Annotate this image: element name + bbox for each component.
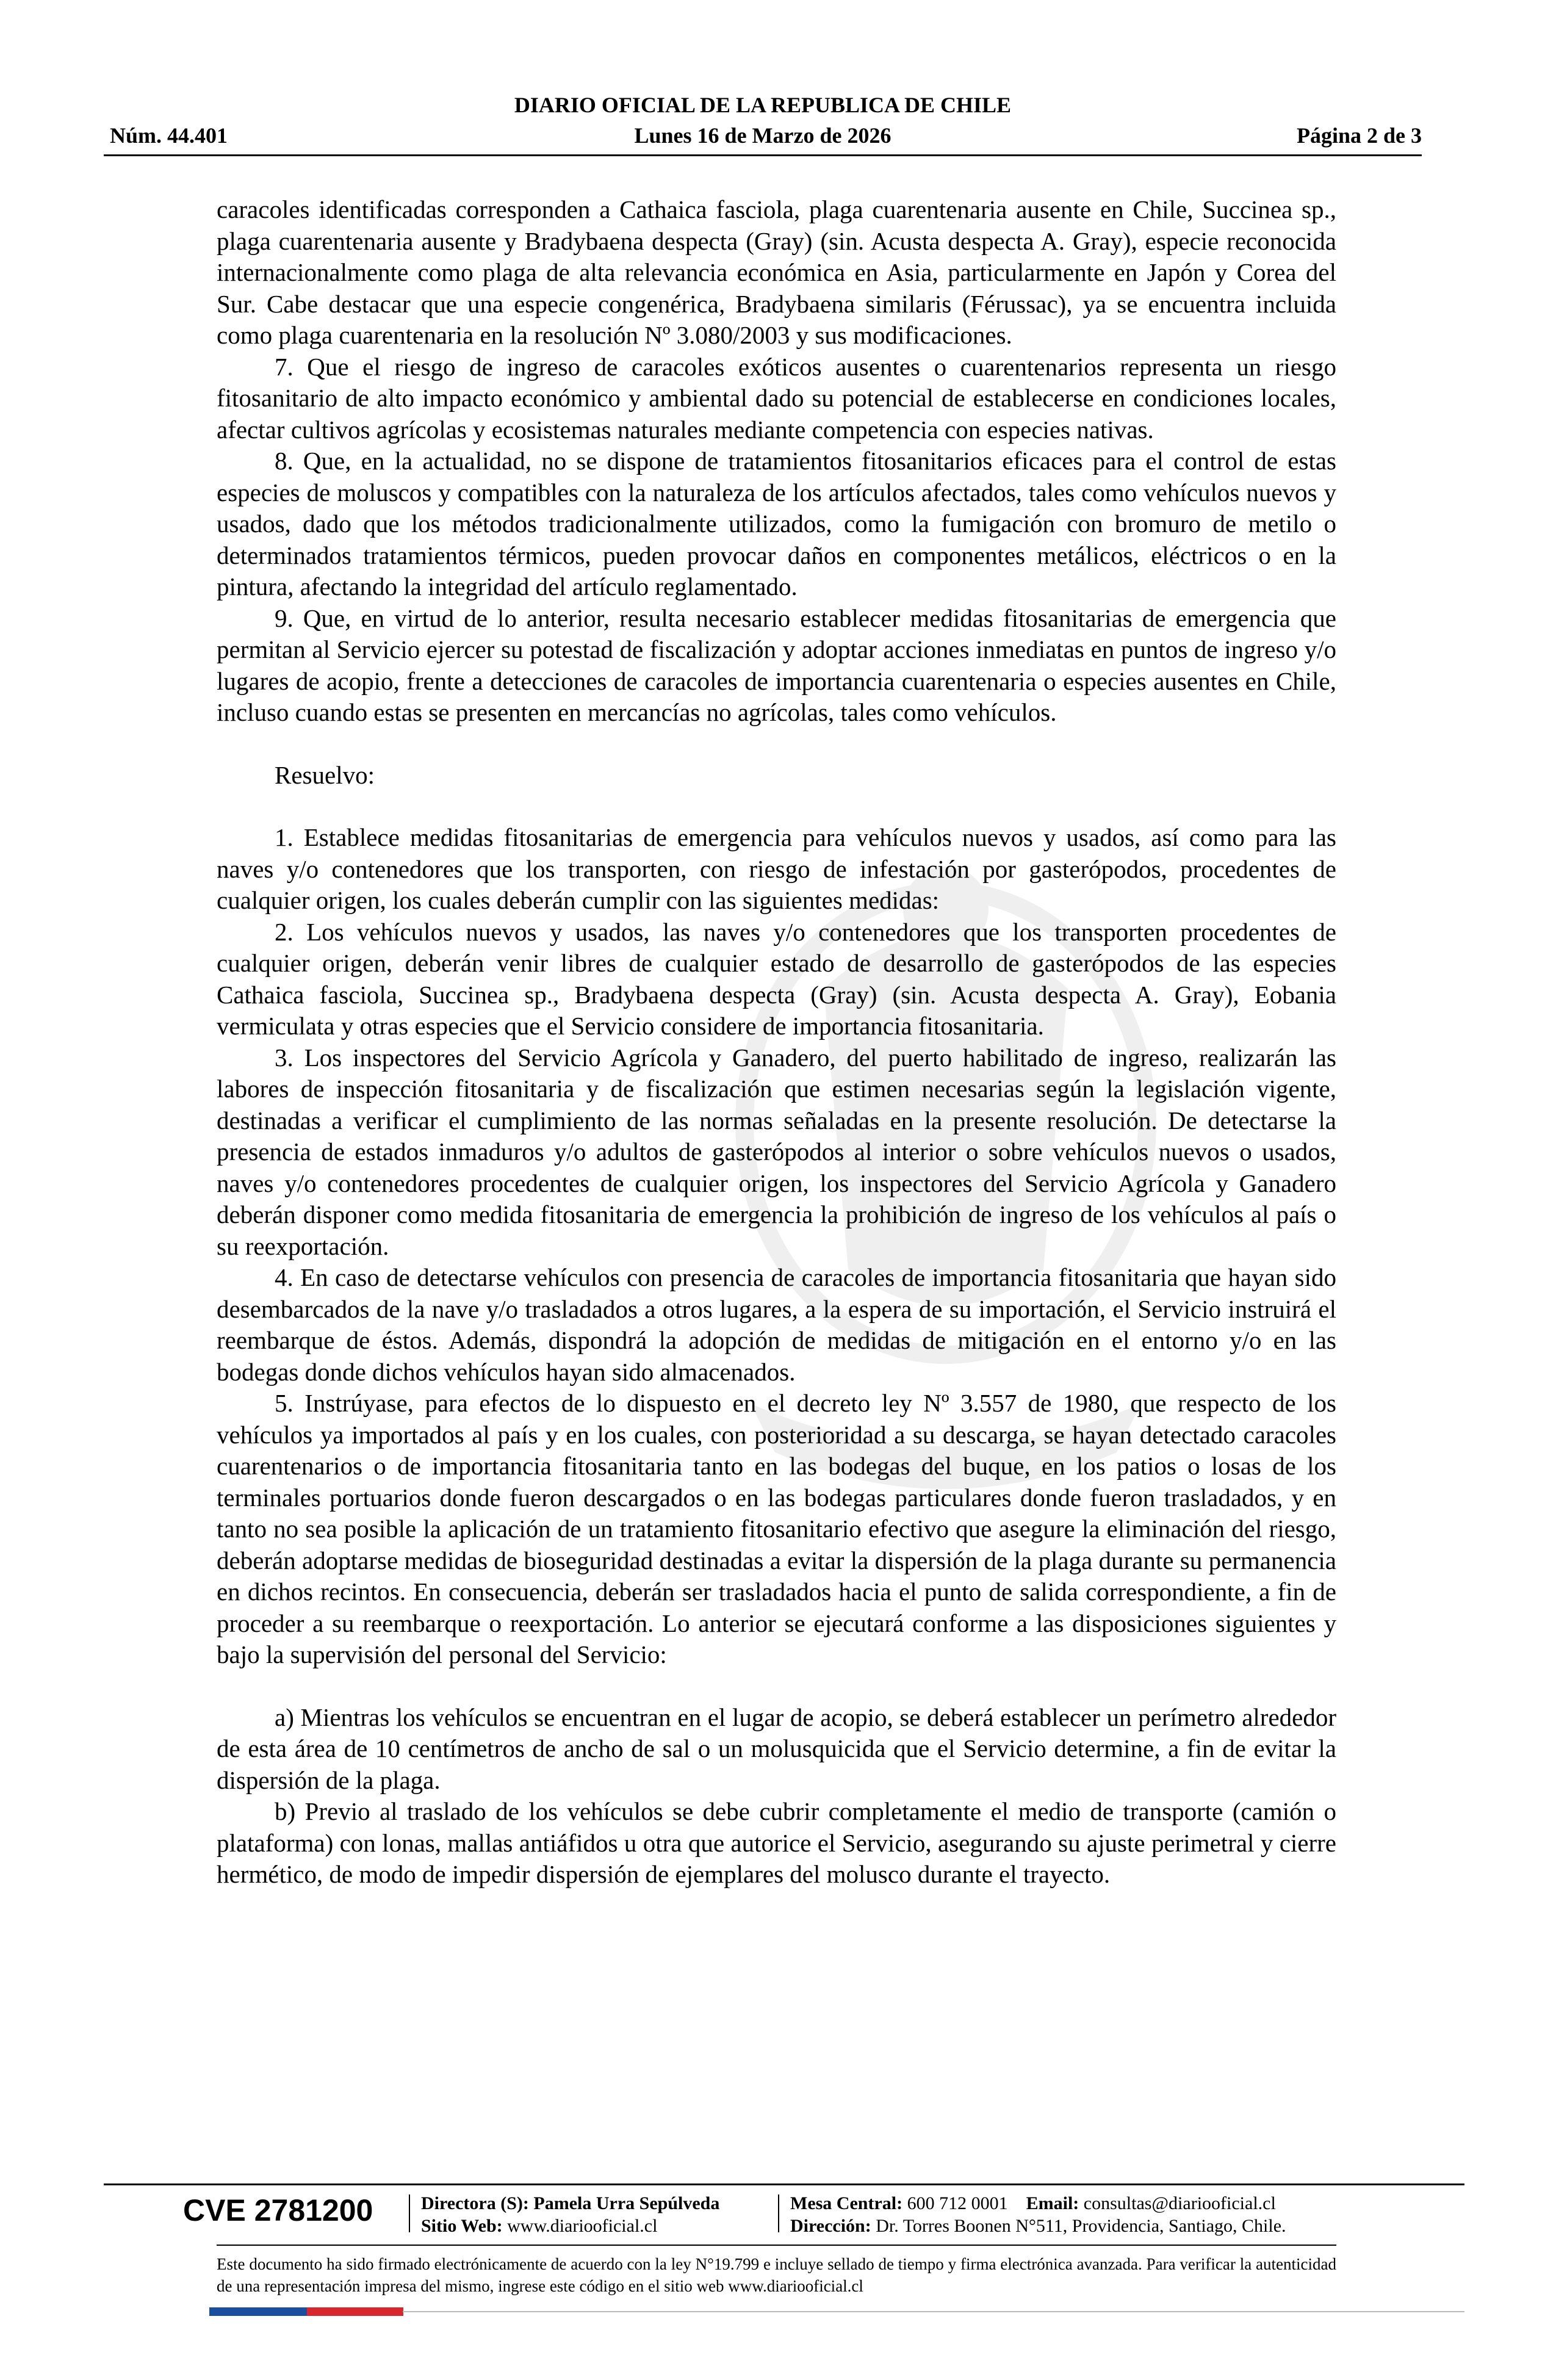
phone-number: 600 712 0001 [907,2193,1008,2213]
footer-divider-mid [217,2245,1336,2246]
paragraph-resolution-4: 4. En caso de detectarse vehículos con presencia de caracoles de importancia fitosanitaria que hayan sido desembarcados de la nave y/o trasladados a otros lugares, a la espera de su importación, el Servicio instruirá el reembarque de éstos. Además, dispondrá la adopción de medidas de mitigación en el entorno y/o en las bodegas donde dichos vehículos hayan sido almacenados. [217,1263,1336,1386]
flag-blue-segment [209,2307,307,2316]
email-link[interactable]: consultas@diariooficial.cl [1083,2193,1276,2213]
address-text: Dr. Torres Boonen N°511, Providencia, Santiago, Chile. [876,2216,1286,2236]
website-label: Sitio Web: [421,2216,503,2236]
issue-date: Lunes 16 de Marzo de 2026 [634,123,891,148]
paragraph-item-b: b) Previo al traslado de los vehículos se debe cubrir completamente el medio de transporte (camión o plataforma) con lonas, mallas antiáfidos u otra que autorice el Servicio, asegurando su ajuste perimetral y cierre hermético, de modo de impedir dispersión de ejemplares del molusco durante el trayecto. [217,1797,1336,1888]
paragraph-resolution-3: 3. Los inspectores del Servicio Agrícola y Ganadero, del puerto habilitado de ingreso, realizarán las labores de inspección fitosanitaria y de fiscalización que estimen necesarias según la legislación vigente, destinadas a verificar el cumplimiento de las normas señaladas en la presente resolución. De detectarse la presencia de estados inmaduros y/o adultos de gasterópodos al interior o sobre vehículos nuevos o usados, naves y/o contenedores procedentes de cualquier origen, los inspectores del Servicio Agrícola y Ganadero deberán disponer como medida fitosanitaria de emergencia la prohibición de ingreso de los vehículos al país o su reexportación. [217,1043,1336,1260]
chile-flag-bar [209,2307,403,2316]
paragraph-continuation: caracoles identificadas corresponden a Cathaica fasciola, plaga cuarentenaria ausente en Chile, Succinea sp., plaga cuarentenaria ausente y Bradybaena despecta (Gray) (sin. Acusta despecta A. Gray), especie reconocida internacionalmente como plaga de alta relevancia económica en Asia, particularmente en Japón y Corea del Sur. Cabe destacar que una especie congenérica, Bradybaena similaris (Férussac), ya se encuentra incluida como plaga cuarentenaria en la resolución Nº 3.080/2003 y sus modificaciones. [217,195,1336,349]
header-divider [104,154,1422,156]
page-indicator: Página 2 de 3 [1296,123,1422,148]
issue-number: Núm. 44.401 [110,123,228,148]
website-link[interactable]: www.diariooficial.cl [507,2216,658,2236]
flag-red-segment [307,2307,403,2316]
paragraph-item-a: a) Mientras los vehículos se encuentran en el lugar de acopio, se deberá establecer un perímetro alrededor de esta área de 10 centímetros de ancho de sal o un molusquicida que el Servicio determine, a fin de evitar la dispersión de la plaga. [217,1703,1336,1794]
paragraph-resolution-2: 2. Los vehículos nuevos y usados, las naves y/o contenedores que los transporten procedentes de cualquier origen, deberán venir libres de cualquier estado de desarrollo de gasterópodos de las especies Cathaica fasciola, Succinea sp., Bradybaena despecta (Gray) (sin. Acusta despecta A. Gray), Eobania vermiculata y otras especies que el Servicio considere de importancia fitosanitaria. [217,917,1336,1040]
signature-notice: Este documento ha sido firmado electrónicamente de acuerdo con la ley N°19.799 e incluye sellado de tiempo y firma electrónica avanzada. Para verificar la autenticidad de una representación impresa del mismo, ingrese este código en el sitio web www.diariooficial.cl [217,2255,1336,2295]
phone-label: Mesa Central: [790,2193,903,2213]
footer-separator [778,2194,779,2232]
address-label: Dirección: [790,2216,871,2236]
footer-divider-top [104,2183,1464,2185]
footer-separator [409,2194,410,2232]
paragraph-resolution-5: 5. Instrúyase, para efectos de lo dispuesto en el decreto ley Nº 3.557 de 1980, que respecto de los vehículos ya importados al país y en los cuales, con posterioridad a su descarga, se hayan detectado caracoles cuarentenarios o de importancia fitosanitaria tanto en las bodegas del buque, en los patios o losas de los terminales portuarios donde fueron descargados o en las bodegas particulares donde fueron trasladados, y en tanto no sea posible la aplicación de un tratamiento fitosanitario efectivo que asegure la eliminación del riesgo, deberán adoptarse medidas de bioseguridad destinadas a evitar la dispersión de la plaga durante su permanencia en dichos recintos. En consecuencia, deberán ser trasladados hacia el punto de salida correspondiente, a fin de proceder a su reembarque o reexportación. Lo anterior se ejecutará conforme a las disposiciones siguientes y bajo la supervisión del personal del Servicio: [217,1389,1336,1668]
resuelvo-heading: Resuelvo: [275,760,375,789]
newspaper-title: DIARIO OFICIAL DE LA REPUBLICA DE CHILE [514,93,1012,117]
cve-code: CVE 2781200 [183,2193,373,2227]
email-label: Email: [1026,2193,1079,2213]
footer-contact-block [790,2192,1286,2237]
director-name: Pamela Urra Sepúlveda [533,2193,720,2213]
document-body [217,194,1336,1891]
footer-director-block [421,2192,719,2237]
director-label: Directora (S): [421,2193,529,2213]
paragraph-considerando-8: 8. Que, en la actualidad, no se dispone de tratamientos fitosanitarios eficaces para el control de estas especies de moluscos y compatibles con la naturaleza de los artículos afectados, tales como vehículos nuevos y usados, dado que los métodos tradicionalmente utilizados, como la fumigación con bromuro de metilo o determinados tratamientos térmicos, pueden provocar daños en componentes metálicos, eléctricos o en la pintura, afectando la integridad del artículo reglamentado. [217,447,1336,600]
footer-divider-bottom [403,2311,1464,2312]
paragraph-considerando-7: 7. Que el riesgo de ingreso de caracoles exóticos ausentes o cuarentenarios representa un riesgo fitosanitario de alto impacto económico y ambiental dado su potencial de establecerse en condiciones locales, afectar cultivos agrícolas y ecosistemas naturales mediante competencia con especies nativas. [217,352,1336,444]
paragraph-resolution-1: 1. Establece medidas fitosanitarias de emergencia para vehículos nuevos y usados, así como para las naves y/o contenedores que los transporten, con riesgo de infestación por gasterópodos, procedentes de cualquier origen, los cuales deberán cumplir con las siguientes medidas: [217,823,1336,914]
paragraph-considerando-9: 9. Que, en virtud de lo anterior, resulta necesario establecer medidas fitosanitarias de emergencia que permitan al Servicio ejercer su potestad de fiscalización y adoptar acciones inmediatas en puntos de ingreso y/o lugares de acopio, frente a detecciones de caracoles de importancia cuarentenaria o especies ausentes en Chile, incluso cuando estas se presenten en mercancías no agrícolas, tales como vehículos. [217,604,1336,726]
page-header [104,92,1422,159]
